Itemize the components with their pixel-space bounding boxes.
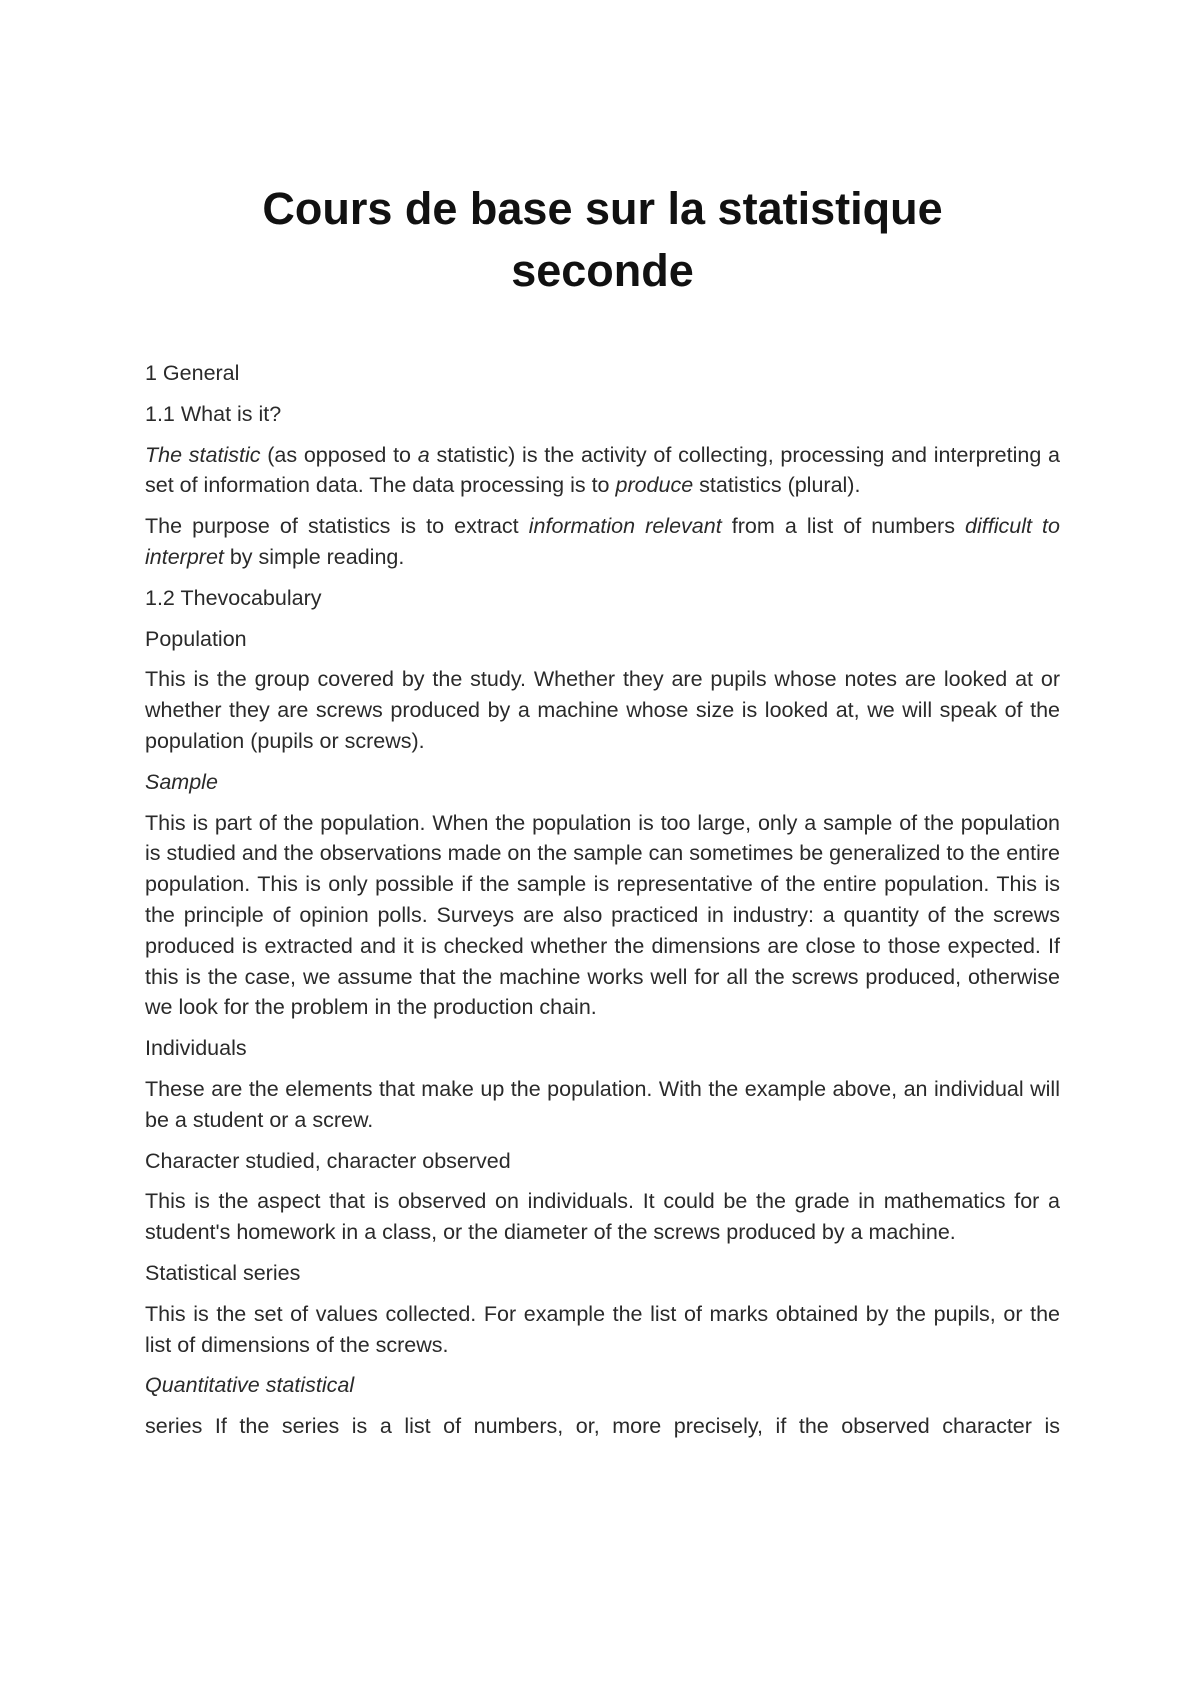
term-heading-population: Population bbox=[145, 626, 247, 651]
paragraph-statistics-purpose: The purpose of statistics is to extract information relevant from a list of numbers difficult to interpret by simple reading. bbox=[145, 514, 1060, 569]
title-line-2: seconde bbox=[511, 245, 694, 296]
section-heading-general: 1 General bbox=[145, 361, 240, 385]
document-title bbox=[145, 178, 1060, 302]
title-line-1: Cours de base sur la statistique bbox=[262, 183, 943, 234]
paragraph-individuals: These are the elements that make up the population. With the example above, an individual will be a student or a screw. bbox=[145, 1076, 1060, 1132]
paragraph-population: This is the group covered by the study. Whether they are pupils whose notes are looked at or whether they are screws produced by a machine whose size is looked at, we will speak of the population (pupils or screws). bbox=[145, 667, 1060, 753]
term-a: a bbox=[417, 442, 430, 467]
paragraph-sample: This is part of the population. When the population is too large, only a sample of the population is studied and the observations made on the sample can sometimes be generalized to the entire population. This is only possible if the sample is representative of the entire population. This is the principle of opinion polls. Surveys are also practiced in industry: a quantity of the screws produced is extracted and it is checked whether the dimensions are close to those expected. If this is the case, we assume that the machine works well for all the screws produced, otherwise we look for the problem in the production chain. bbox=[145, 810, 1060, 1020]
paragraph-quantitative: series If the series is a list of numbers, or, more precisely, if the observed character is bbox=[145, 1414, 1060, 1439]
paragraph-character: This is the aspect that is observed on individuals. It could be the grade in mathematics for a student's homework in a class, or the diameter of the screws produced by a machine. bbox=[145, 1189, 1060, 1245]
term-produce: produce bbox=[615, 473, 694, 498]
term-information-relevant: information relevant bbox=[528, 514, 722, 539]
term-the-statistic: The statistic bbox=[145, 442, 261, 467]
term-heading-character: Character studied, character observed bbox=[145, 1148, 511, 1173]
term-heading-individuals: Individuals bbox=[145, 1036, 247, 1061]
term-heading-quantitative: Quantitative statistical bbox=[145, 1373, 355, 1398]
paragraph-statistic-definition: The statistic (as opposed to a statistic) is the activity of collecting, processing and interpreting a set of information data. The data processing is to produce statistics (plural). bbox=[145, 442, 1061, 498]
document-body bbox=[145, 358, 1060, 1452]
subsection-heading-vocabulary: 1.2 Thevocabulary bbox=[145, 585, 322, 610]
paragraph-statistical-series: This is the set of values collected. For example the list of marks obtained by the pupils, or the list of dimensions of the screws. bbox=[145, 1301, 1060, 1357]
term-heading-sample: Sample bbox=[145, 769, 218, 794]
subsection-heading-what-is-it: 1.1 What is it? bbox=[145, 401, 282, 426]
term-difficult-to-interpret: difficult to interpret bbox=[145, 514, 1060, 569]
term-heading-statistical-series: Statistical series bbox=[145, 1260, 301, 1285]
